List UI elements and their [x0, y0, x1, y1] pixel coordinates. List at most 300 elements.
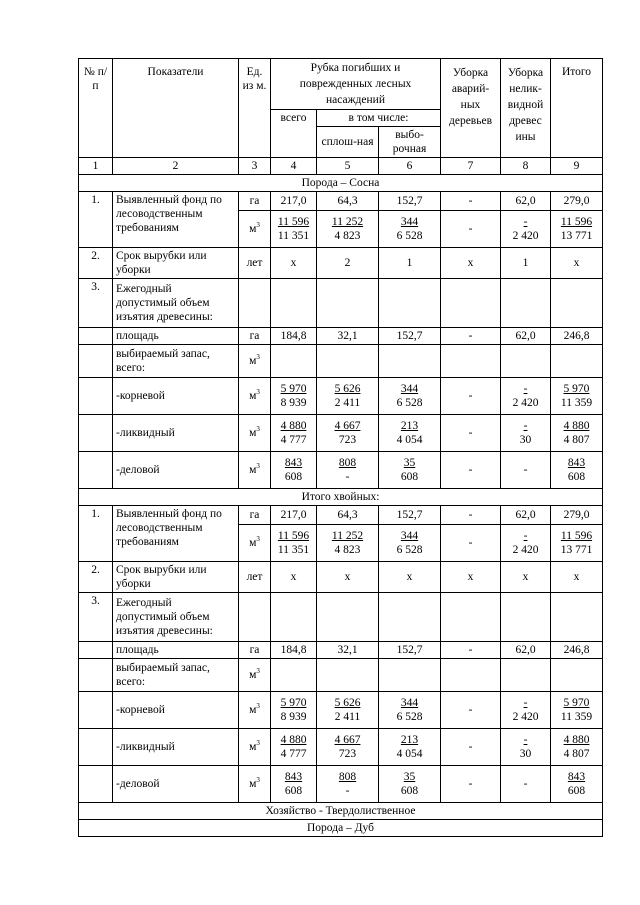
row-unit: га [239, 506, 271, 525]
empty-cell [271, 659, 317, 692]
value-cell: x [379, 562, 441, 593]
numerator: - [523, 420, 528, 432]
value-cell [271, 692, 317, 729]
fraction-value [513, 529, 539, 557]
value-cell: x [551, 248, 603, 279]
column-number: 4 [271, 158, 317, 175]
value-cell [317, 378, 379, 415]
header-clear: сплош-ная [317, 127, 379, 158]
row-number [79, 452, 113, 489]
value-cell [379, 525, 441, 562]
fraction-value [561, 215, 593, 243]
row-number [79, 328, 113, 345]
row-unit [239, 452, 271, 489]
numerator: 11 252 [331, 530, 364, 542]
column-number: 1 [79, 158, 113, 175]
empty-cell [551, 659, 603, 692]
numerator: - [523, 734, 528, 746]
header-including: в том числе: [317, 110, 441, 127]
empty-cell [441, 345, 501, 378]
denominator: 6 528 [396, 397, 423, 409]
table-row [79, 248, 603, 279]
value-cell [271, 525, 317, 562]
unit-exponent: 3 [256, 353, 260, 362]
row-unit: лет [239, 562, 271, 593]
header-cleanup: Уборка аварий-ных деревьев [441, 59, 501, 158]
numerator: 843 [567, 457, 586, 469]
fraction-value [397, 215, 423, 243]
denominator: 11 359 [560, 397, 593, 409]
row-label: площадь [113, 642, 239, 659]
section-title: Порода – Сосна [79, 175, 603, 192]
empty-cell [379, 279, 441, 328]
header-illiquid: Уборка нелик-видной древес ины [501, 59, 551, 158]
section-title: Хозяйство - Твердолиственное [79, 803, 603, 820]
numerator: 4 880 [280, 420, 307, 432]
numerator: 213 [400, 420, 419, 432]
column-numbers-row [79, 158, 603, 175]
empty-cell [501, 345, 551, 378]
empty-cell [551, 593, 603, 642]
value-cell: 217,0 [271, 192, 317, 211]
fraction-value [401, 770, 418, 798]
value-cell [501, 378, 551, 415]
value-cell [501, 211, 551, 248]
numerator: 344 [400, 697, 419, 709]
value-cell: - [441, 506, 501, 525]
value-cell: 64,3 [317, 506, 379, 525]
denominator: 723 [338, 748, 357, 760]
fraction-value [281, 733, 307, 761]
fraction-value [281, 419, 307, 447]
denominator: 2 411 [334, 397, 361, 409]
row-number: 2. [79, 562, 113, 593]
value-cell [501, 415, 551, 452]
denominator: 4 777 [280, 748, 307, 760]
unit-exponent: 3 [256, 776, 260, 785]
fraction-value [568, 770, 585, 798]
value-cell [271, 378, 317, 415]
fraction-value [397, 529, 423, 557]
value-cell: 152,7 [379, 192, 441, 211]
unit-m: м [249, 704, 257, 716]
value-cell: 184,8 [271, 642, 317, 659]
numerator: 35 [403, 457, 416, 469]
denominator: 11 359 [560, 711, 593, 723]
numerator: 5 626 [334, 383, 361, 395]
unit-exponent: 3 [256, 425, 260, 434]
denominator: 608 [284, 785, 303, 797]
fraction-value [568, 456, 585, 484]
value-cell [379, 211, 441, 248]
numerator: 5 970 [563, 383, 590, 395]
value-cell [271, 766, 317, 803]
fraction-value [335, 696, 361, 724]
value-cell [317, 729, 379, 766]
row-label: -деловой [113, 452, 239, 489]
value-cell: 152,7 [379, 506, 441, 525]
value-cell: - [441, 642, 501, 659]
column-number: 3 [239, 158, 271, 175]
denominator: 608 [400, 471, 419, 483]
row-unit [239, 279, 271, 328]
numerator: 808 [338, 457, 357, 469]
denominator: 11 351 [277, 544, 310, 556]
empty-cell [441, 659, 501, 692]
value-cell: x [441, 248, 501, 279]
value-cell: 62,0 [501, 506, 551, 525]
unit-exponent: 3 [256, 702, 260, 711]
table-row [79, 345, 603, 378]
empty-cell [551, 279, 603, 328]
row-number: 3. [79, 279, 113, 328]
value-cell: - [441, 729, 501, 766]
numerator: 11 596 [560, 216, 593, 228]
fraction-value [285, 456, 302, 484]
numerator: 5 626 [334, 697, 361, 709]
fraction-value [281, 382, 307, 410]
denominator: - [345, 785, 350, 797]
unit-m: м [249, 427, 257, 439]
value-cell: - [501, 452, 551, 489]
row-unit [239, 345, 271, 378]
value-cell [271, 729, 317, 766]
value-cell: - [501, 766, 551, 803]
value-cell: 217,0 [271, 506, 317, 525]
value-cell: x [271, 562, 317, 593]
value-cell [501, 729, 551, 766]
header-felling: Рубка погибших и поврежденных лесных насаждений [271, 59, 441, 110]
header-unit: Ед. из м. [239, 59, 271, 158]
unit-m: м [249, 464, 257, 476]
value-cell [551, 525, 603, 562]
column-number: 5 [317, 158, 379, 175]
denominator: 4 823 [334, 230, 361, 242]
fraction-value [564, 733, 590, 761]
row-unit [239, 525, 271, 562]
value-cell: 152,7 [379, 328, 441, 345]
header-all: всего [271, 110, 317, 158]
empty-cell [271, 593, 317, 642]
fraction-value [561, 529, 593, 557]
value-cell: 62,0 [501, 642, 551, 659]
numerator: 843 [284, 457, 303, 469]
fraction-value [335, 382, 361, 410]
denominator: 4 823 [334, 544, 361, 556]
row-label: Выявленный фонд по лесоводственным требованиям [113, 192, 239, 248]
numerator: 213 [400, 734, 419, 746]
row-label: Ежегодный допустимый объем изъятия древесины: [113, 279, 239, 328]
table-row [79, 279, 603, 328]
table-row [79, 328, 603, 345]
fraction-value [339, 456, 356, 484]
unit-exponent: 3 [256, 388, 260, 397]
denominator: 723 [338, 434, 357, 446]
fraction-value [513, 696, 539, 724]
fraction-value [520, 733, 532, 761]
denominator: 2 420 [512, 711, 539, 723]
value-cell [379, 415, 441, 452]
numerator: 11 596 [277, 530, 310, 542]
unit-m: м [249, 390, 257, 402]
denominator: 30 [519, 434, 532, 446]
denominator: 6 528 [396, 711, 423, 723]
value-cell [317, 211, 379, 248]
value-cell [317, 452, 379, 489]
value-cell: 279,0 [551, 192, 603, 211]
value-cell: 62,0 [501, 328, 551, 345]
denominator: 608 [284, 471, 303, 483]
row-unit: га [239, 642, 271, 659]
unit-exponent: 3 [256, 221, 260, 230]
value-cell: 246,8 [551, 328, 603, 345]
empty-cell [317, 279, 379, 328]
value-cell [551, 415, 603, 452]
fraction-value [564, 419, 590, 447]
value-cell: 152,7 [379, 642, 441, 659]
value-cell: - [441, 192, 501, 211]
value-cell [379, 729, 441, 766]
table-row [79, 642, 603, 659]
row-label: Выявленный фонд по лесоводственным требованиям [113, 506, 239, 562]
unit-m: м [249, 355, 257, 367]
denominator: 4 054 [396, 434, 423, 446]
numerator: - [523, 697, 528, 709]
fraction-value [285, 770, 302, 798]
value-cell [317, 415, 379, 452]
empty-cell [379, 345, 441, 378]
fraction-value [332, 529, 363, 557]
value-cell: x [551, 562, 603, 593]
table-row [79, 729, 603, 766]
numerator: - [523, 383, 528, 395]
row-unit: лет [239, 248, 271, 279]
column-number: 8 [501, 158, 551, 175]
numerator: 5 970 [280, 697, 307, 709]
value-cell: 279,0 [551, 506, 603, 525]
empty-cell [441, 593, 501, 642]
numerator: 11 252 [331, 216, 364, 228]
value-cell: 62,0 [501, 192, 551, 211]
table-row [79, 692, 603, 729]
unit-m: м [249, 537, 257, 549]
row-unit [239, 415, 271, 452]
row-label: выбираемый запас, всего: [113, 345, 239, 378]
empty-cell [317, 345, 379, 378]
column-number: 2 [113, 158, 239, 175]
denominator: 2 420 [512, 230, 539, 242]
value-cell [271, 415, 317, 452]
section-title-row [79, 820, 603, 837]
denominator: 4 807 [563, 748, 590, 760]
denominator: 13 771 [560, 544, 593, 556]
row-label: -деловой [113, 766, 239, 803]
row-number: 2. [79, 248, 113, 279]
value-cell [317, 692, 379, 729]
row-unit [239, 729, 271, 766]
fraction-value [561, 382, 592, 410]
value-cell: - [441, 378, 501, 415]
empty-cell [271, 279, 317, 328]
value-cell: - [441, 328, 501, 345]
fraction-value [401, 456, 418, 484]
header-row-1 [79, 59, 603, 110]
row-label: площадь [113, 328, 239, 345]
row-number [79, 766, 113, 803]
table-row [79, 452, 603, 489]
value-cell [551, 729, 603, 766]
numerator: 4 880 [280, 734, 307, 746]
row-number [79, 642, 113, 659]
numerator: 4 880 [563, 734, 590, 746]
row-number: 1. [79, 506, 113, 562]
unit-exponent: 3 [256, 739, 260, 748]
section-title-row [79, 175, 603, 192]
table-row [79, 378, 603, 415]
denominator: 30 [519, 748, 532, 760]
numerator: 5 970 [280, 383, 307, 395]
numerator: 35 [403, 771, 416, 783]
section-title: Итого хвойных: [79, 489, 603, 506]
denominator: 13 771 [560, 230, 593, 242]
denominator: 4 777 [280, 434, 307, 446]
unit-exponent: 3 [256, 535, 260, 544]
numerator: 4 667 [334, 420, 361, 432]
row-unit: га [239, 328, 271, 345]
header-selective: выбо-рочная [379, 127, 441, 158]
value-cell: 32,1 [317, 328, 379, 345]
fraction-value [281, 696, 307, 724]
table-row [79, 192, 603, 211]
fraction-value [278, 215, 309, 243]
value-cell: - [441, 211, 501, 248]
numerator: - [523, 530, 528, 542]
value-cell [379, 692, 441, 729]
fraction-value [397, 382, 423, 410]
row-number [79, 378, 113, 415]
numerator: 11 596 [560, 530, 593, 542]
value-cell [551, 692, 603, 729]
fraction-value [513, 382, 539, 410]
empty-cell [551, 345, 603, 378]
unit-m: м [249, 223, 257, 235]
empty-cell [379, 659, 441, 692]
unit-m: м [249, 741, 257, 753]
value-cell: 1 [379, 248, 441, 279]
denominator: 4 054 [396, 748, 423, 760]
numerator: 843 [567, 771, 586, 783]
denominator: 2 420 [512, 397, 539, 409]
value-cell [551, 211, 603, 248]
fraction-value [339, 770, 356, 798]
numerator: 344 [400, 216, 419, 228]
denominator: 2 420 [512, 544, 539, 556]
row-label: -корневой [113, 378, 239, 415]
row-number: 3. [79, 593, 113, 642]
numerator: 843 [284, 771, 303, 783]
value-cell [501, 692, 551, 729]
row-label: Срок вырубки или уборки [113, 562, 239, 593]
empty-cell [501, 659, 551, 692]
fraction-value [335, 419, 361, 447]
value-cell: x [317, 562, 379, 593]
value-cell: - [441, 766, 501, 803]
table-row [79, 415, 603, 452]
row-number [79, 729, 113, 766]
empty-cell [501, 593, 551, 642]
empty-cell [441, 279, 501, 328]
row-number [79, 345, 113, 378]
unit-m: м [249, 778, 257, 790]
fraction-value [397, 696, 423, 724]
empty-cell [271, 345, 317, 378]
row-number [79, 415, 113, 452]
value-cell: 184,8 [271, 328, 317, 345]
value-cell: - [441, 692, 501, 729]
value-cell [379, 452, 441, 489]
table-row [79, 766, 603, 803]
denominator: 4 807 [563, 434, 590, 446]
numerator: 4 667 [334, 734, 361, 746]
numerator: 5 970 [563, 697, 590, 709]
value-cell: - [441, 452, 501, 489]
row-number [79, 659, 113, 692]
value-cell: 1 [501, 248, 551, 279]
unit-exponent: 3 [256, 462, 260, 471]
row-label: Ежегодный допустимый объем изъятия древесины: [113, 593, 239, 642]
forest-fund-table [78, 58, 603, 837]
empty-cell [501, 279, 551, 328]
header-indicators: Показатели [113, 59, 239, 158]
numerator: 344 [400, 530, 419, 542]
table-row [79, 593, 603, 642]
value-cell: x [271, 248, 317, 279]
row-label: -корневой [113, 692, 239, 729]
fraction-value [561, 696, 592, 724]
numerator: 4 880 [563, 420, 590, 432]
row-label: -ликвидный [113, 729, 239, 766]
denominator: - [345, 471, 350, 483]
numerator: 344 [400, 383, 419, 395]
value-cell: x [441, 562, 501, 593]
denominator: 8 939 [280, 397, 307, 409]
header-total: Итого [551, 59, 603, 158]
denominator: 11 351 [277, 230, 310, 242]
column-number: 7 [441, 158, 501, 175]
value-cell [501, 525, 551, 562]
row-number [79, 692, 113, 729]
row-number: 1. [79, 192, 113, 248]
row-unit [239, 659, 271, 692]
row-unit [239, 211, 271, 248]
section-title-row [79, 803, 603, 820]
fraction-value [520, 419, 532, 447]
value-cell [379, 766, 441, 803]
numerator: 808 [338, 771, 357, 783]
column-number: 6 [379, 158, 441, 175]
numerator: - [523, 216, 528, 228]
table-row [79, 506, 603, 525]
table-row [79, 562, 603, 593]
table-row [79, 659, 603, 692]
denominator: 608 [400, 785, 419, 797]
denominator: 2 411 [334, 711, 361, 723]
row-unit [239, 378, 271, 415]
value-cell: 32,1 [317, 642, 379, 659]
empty-cell [317, 593, 379, 642]
fraction-value [335, 733, 361, 761]
row-label: -ликвидный [113, 415, 239, 452]
